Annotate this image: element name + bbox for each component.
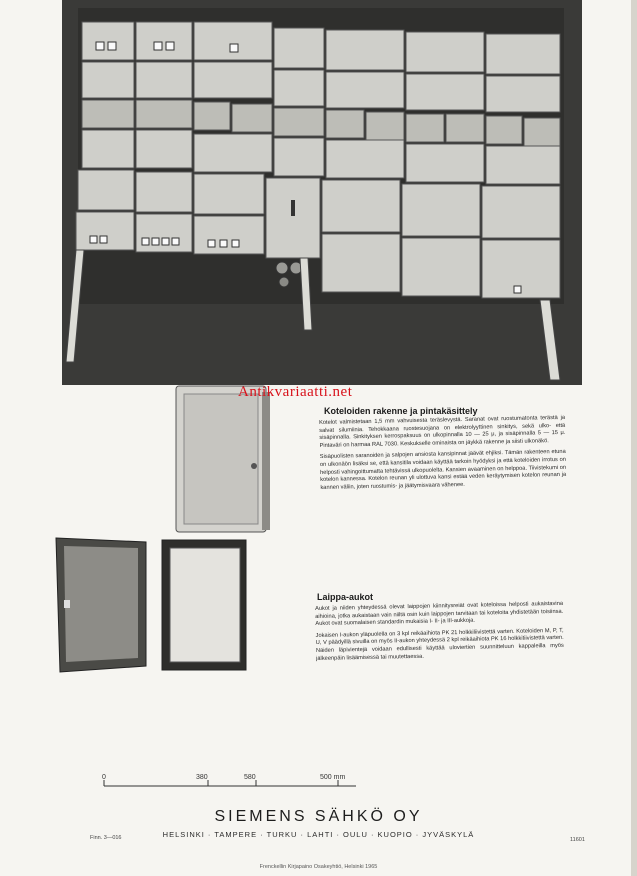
printer-line: Frenckellin Kirjapaino Osakeyhtiö, Helsinki 1965 (259, 864, 378, 870)
section-body-flange-openings (315, 601, 564, 667)
open-enclosure-photo (52, 534, 250, 674)
section-body-structure (319, 415, 567, 496)
office-cities: HELSINKI · TAMPERE · TURKU · LAHTI · OULU · KUOPIO · JYVÄSKYLÄ (162, 830, 475, 839)
closed-enclosure-photo (172, 380, 276, 538)
scale-label: 580 (244, 774, 256, 781)
watermark: Antikvariaatti.net (238, 384, 353, 400)
paragraph: Sisäpuolisten saranoiden ja salpojen ansiosta kansipinnat jäävät ehjiksi. Tämän rakenteen etuna on ulkonäön lisäksi se, että kansitila voidaan käyttää tarkoin hyödyksi ja että koteloiden irrotus on helposti vahingoittumatta tehtävissä ulkopuolelta. Kansien avaaminen on helppoa. Tiivistekumi on kotelon kannessa. Kotelon reunan yli ulottuva kansi estää veden keräytymisen kotelon reunan ja kannen väliin, joten ruostumis- ja jäätymisvaara vähenee. (319, 449, 567, 491)
scale-label: 500 mm (320, 774, 346, 781)
distribution-board-photo (62, 0, 582, 385)
company-name: SIEMENS SÄHKÖ OY (214, 808, 423, 825)
scale-bar (100, 772, 360, 792)
paragraph: Kotelot valmistetaan 1,5 mm vahvuisesta teräslevystä. Saranat ovat ruostumatonta terästä ja salvat silumiinia. Tehokkaana ruostesuojana on elektrolyyttinen sinkitys, sekä ulko- että sisäpinnalla. Sinkityksen kerrospaksuus on ulkopinnalla 10 — 25 μ, ja sisäpinnalla 5 — 15 μ. Pintaväri on harmaa RAL 7030. Keskukselle ominaista on jäykkä rakenne ja siisti ulkonäkö. (319, 414, 566, 449)
page-number: 11601 (570, 837, 585, 843)
section-heading-flange-openings: Laippa-aukot (317, 592, 374, 602)
page-edge-shadow (631, 0, 637, 876)
paragraph: Aukot ja niiden yhteydessä olevat laippojen kiinnitysreiät ovat koteloissa helposti aukaistavina aihioina, jotka aukaistaan vain niiltä osin kuin laippojen tarvitaan tai koteloita yhdistetään toisiinsa. Aukot ovat suomalaisen standardin mukaisia I- II- ja III-aukkoja. (315, 600, 564, 628)
scale-label: 380 (196, 774, 208, 781)
document-reference: Finn. 3—016 (90, 835, 122, 841)
scale-label: 0 (102, 774, 106, 781)
paragraph: Jokaisen I-aukon yläpuolella on 3 kpl reikäaihiota PK 21 holkkiliivistettä varten. Koteloiden M, P, T, U, V päädyillä sivuilla on myös II-aukon yhteydessä 2 kpl reikäaihiota PK 16 holkkitiivistettä varten. Näiden läpivientejä voidaan edullisesti käyttää uloviertien suunnitteluun kappaleilla myös jälkeenpäin lisäämisessä tai muutettaessa. (315, 627, 564, 662)
section-heading-structure: Koteloiden rakenne ja pintakäsittely (324, 406, 478, 416)
